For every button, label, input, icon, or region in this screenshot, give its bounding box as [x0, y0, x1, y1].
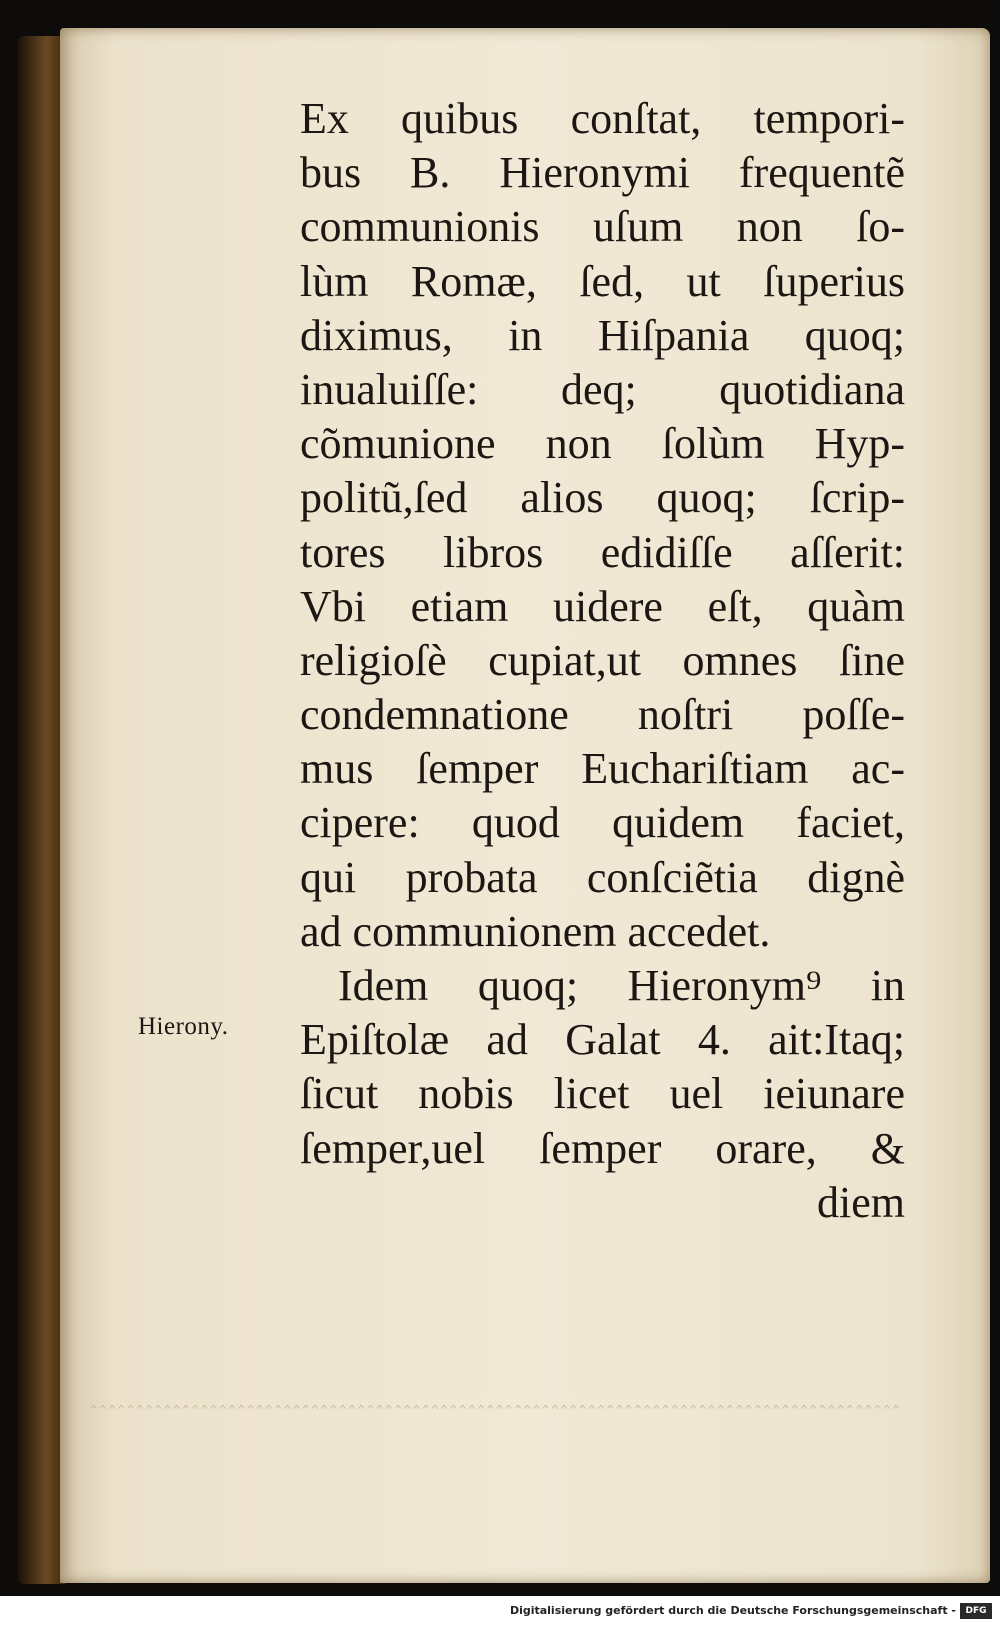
text-line: ſicut nobis licet uel ieiunare: [300, 1069, 905, 1119]
text-line: bus B. Hieronymi frequentẽ: [300, 148, 905, 198]
page-stitch-marks: ^^^^^^^^^^^^^^^^^^^^^^^^^^^^^^^^^^^^^^^^^^^^^^^^^^^^^^^^^^^^^^^^^^^^^^^^^^^^^^^^^^^^^^^^: [90, 1403, 902, 1417]
text-line: lùm Romæ, ſed, ut ſuperius: [300, 256, 905, 306]
text-line: religioſè cupiat,ut omnes ſine: [300, 635, 905, 685]
digitization-footer: [0, 1596, 1000, 1630]
text-line: Idem quoq; Hieronym⁹ in: [338, 961, 905, 1010]
text-line: Epiſtolæ ad Galat 4. ait:Itaq;: [300, 1015, 905, 1065]
text-line: mus ſemper Euchariſtiam ac-: [300, 744, 905, 794]
text-line: cõmunione non ſolùm Hyp-: [300, 419, 905, 469]
main-text-block: [300, 92, 905, 1230]
text-line: tores libros edidiſſe aſſerit:: [300, 527, 905, 577]
text-line: Vbi etiam uidere eſt, quàm: [300, 581, 905, 631]
marginal-note: Hierony.: [138, 1013, 229, 1040]
catchword: diem: [817, 1177, 905, 1227]
text-line: cipere: quod quidem faciet,: [300, 798, 905, 848]
text-line: inualuiſſe: deq; quotidiana: [300, 364, 905, 414]
footer-credit: Digitalisierung gefördert durch die Deutsche Forschungsgemeinschaft -: [509, 1604, 956, 1617]
text-line: politũ,ſed alios quoq; ſcrip-: [300, 473, 905, 523]
dfg-logo: DFG: [960, 1603, 992, 1619]
text-line: diximus, in Hiſpania quoq;: [300, 310, 905, 360]
text-line: qui probata conſciẽtia dignè: [300, 852, 905, 902]
text-line: Ex quibus conſtat, tempori-: [300, 94, 905, 143]
book-spine-edge: [18, 36, 66, 1584]
text-line: ad communionem accedet.: [300, 906, 771, 956]
text-line: ſemper,uel ſemper orare, &: [300, 1123, 905, 1173]
text-line: condemnatione noſtri poſſe-: [300, 690, 905, 740]
text-line: communionis uſum non ſo-: [300, 202, 905, 252]
